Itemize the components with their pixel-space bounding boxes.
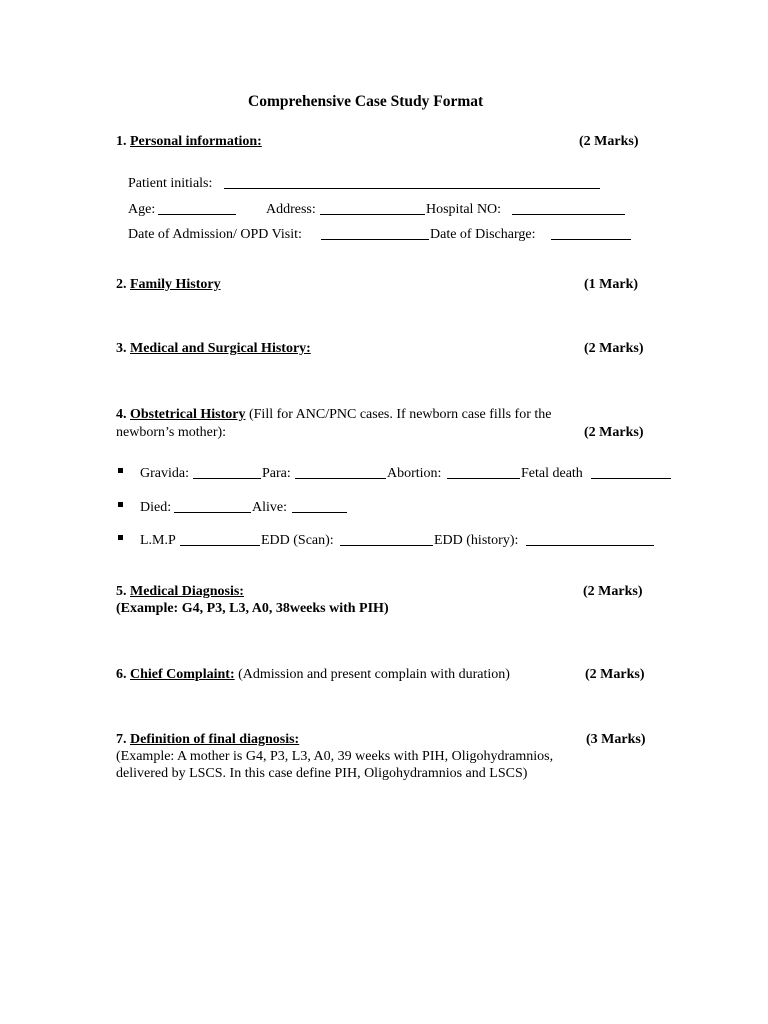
section-2-title: Family History: [130, 277, 221, 292]
died-label: Died:: [140, 500, 172, 515]
section-2-number: 2.: [116, 277, 127, 292]
section-7-example-line2: delivered by LSCS. In this case define PIH, Oligohydramnios and LSCS): [116, 766, 528, 781]
fetal-death-label: Fetal death: [521, 466, 583, 481]
admission-date-label: Date of Admission/ OPD Visit:: [128, 227, 302, 242]
section-7-marks: (3 Marks): [586, 732, 646, 747]
section-1-title: Personal information:: [130, 134, 262, 149]
section-6-number: 6.: [116, 667, 127, 682]
died-field[interactable]: [174, 512, 251, 513]
gravida-label: Gravida:: [140, 466, 189, 481]
section-5-marks: (2 Marks): [583, 584, 643, 599]
bullet-icon: [118, 502, 123, 507]
alive-label: Alive:: [252, 500, 287, 515]
hospital-no-field[interactable]: [512, 214, 625, 215]
section-3-marks: (2 Marks): [584, 341, 644, 356]
section-7-heading: [116, 731, 299, 748]
patient-initials-field[interactable]: [224, 188, 600, 189]
section-4-note-line1: (Fill for ANC/PNC cases. If newborn case fills for the: [248, 407, 552, 422]
section-4-heading: [116, 406, 551, 423]
section-4-marks: (2 Marks): [584, 425, 644, 440]
age-field[interactable]: [158, 214, 236, 215]
edd-scan-field[interactable]: [340, 545, 433, 546]
section-1-marks: (2 Marks): [579, 134, 639, 149]
section-5-title: Medical Diagnosis:: [130, 584, 244, 599]
address-field[interactable]: [320, 214, 425, 215]
section-5-heading: [116, 583, 244, 600]
section-6-note: (Admission and present complain with duration): [238, 667, 510, 682]
address-label: Address:: [266, 202, 316, 217]
section-5-example: (Example: G4, P3, L3, A0, 38weeks with PIH): [116, 601, 389, 616]
section-1-number: 1.: [116, 134, 127, 149]
patient-initials-label: Patient initials:: [128, 176, 213, 191]
alive-field[interactable]: [292, 512, 347, 513]
section-4-number: 4.: [116, 407, 127, 422]
section-7-title: Definition of final diagnosis:: [130, 732, 300, 747]
section-3-number: 3.: [116, 341, 127, 356]
lmp-field[interactable]: [180, 545, 260, 546]
discharge-date-label: Date of Discharge:: [430, 227, 536, 242]
bullet-icon: [118, 468, 123, 473]
para-label: Para:: [262, 466, 291, 481]
section-2-marks: (1 Mark): [584, 277, 639, 292]
age-label: Age:: [128, 202, 156, 217]
section-6-title: Chief Complaint:: [130, 667, 235, 682]
gravida-field[interactable]: [193, 478, 261, 479]
section-7-example-line1: (Example: A mother is G4, P3, L3, A0, 39 weeks with PIH, Oligohydramnios,: [116, 749, 554, 764]
bullet-icon: [118, 535, 123, 540]
edd-history-field[interactable]: [526, 545, 654, 546]
section-4-note-line2: newborn’s mother):: [116, 425, 227, 440]
section-7-number: 7.: [116, 732, 127, 747]
section-2-heading: [116, 276, 221, 293]
section-4-title: Obstetrical History: [130, 407, 246, 422]
edd-scan-label: EDD (Scan):: [261, 533, 334, 548]
section-6-heading: [116, 666, 510, 683]
fetal-death-field[interactable]: [591, 478, 671, 479]
edd-history-label: EDD (history):: [434, 533, 519, 548]
section-3-heading: [116, 340, 311, 357]
section-3-title: Medical and Surgical History:: [130, 341, 311, 356]
para-field[interactable]: [295, 478, 386, 479]
section-6-marks: (2 Marks): [585, 667, 645, 682]
admission-date-field[interactable]: [321, 239, 429, 240]
discharge-date-field[interactable]: [551, 239, 631, 240]
section-1-heading: [116, 133, 262, 150]
hospital-no-label: Hospital NO:: [426, 202, 502, 217]
page-title: Comprehensive Case Study Format: [248, 93, 484, 110]
section-5-number: 5.: [116, 584, 127, 599]
abortion-field[interactable]: [447, 478, 520, 479]
lmp-label: L.M.P: [140, 533, 176, 548]
abortion-label: Abortion:: [387, 466, 442, 481]
